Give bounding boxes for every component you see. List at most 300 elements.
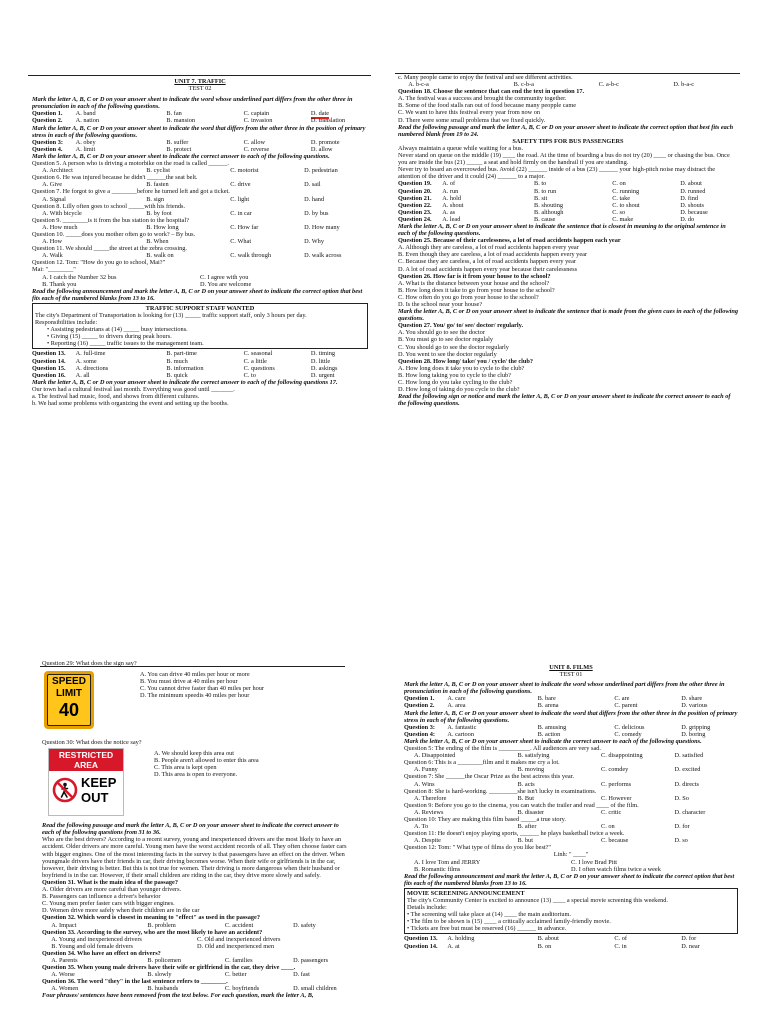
answer-option: D. find (680, 194, 699, 202)
answer-option-row (404, 823, 738, 830)
line-text: D. Women drive more safely when their children are in the car (42, 907, 200, 915)
line-text: C. How often do you go from your house to the school? (398, 293, 539, 301)
line-text: B. Some of the food stalls ran out of food because many peopple came (398, 102, 577, 110)
restricted-area-sign-word-out: OUT (81, 790, 109, 806)
answer-option-row (32, 252, 368, 259)
line-text: D. There were some small problems that we fixed quickly. (398, 116, 546, 124)
line-text: Question 11. We should _____the street at the zebra crossing. (32, 245, 187, 253)
answer-option: C. comdey (601, 766, 629, 774)
answer-option: A. Give (42, 181, 63, 189)
answer-option: A. Architect (42, 167, 73, 175)
line-text: Question 7: She ______the Oscar Prize as the best actress this year. (404, 773, 574, 781)
answer-option: A. How much (42, 223, 78, 231)
answer-option: B. shouting (534, 201, 564, 209)
answer-option: A. Worse (51, 971, 75, 979)
answer-option: D. sail (304, 181, 321, 189)
answer-option: D. for (674, 823, 690, 831)
answer-option-row (42, 971, 352, 978)
answer-option: A. Walk (42, 252, 63, 260)
answer-option: A. To (414, 823, 429, 831)
line-text: B. Even though they are careless, a lot of road accidents happen every year (398, 251, 588, 259)
announcement-bullet: • Assisting pedestrians at (14) _____ busy intersections. (47, 326, 188, 334)
answer-option: A. some (75, 357, 97, 365)
answer-option: D. fast (293, 971, 310, 979)
announcement-bullet: • Reporting (16) _____ traffic issues to the management team. (47, 340, 204, 348)
question-row (32, 372, 368, 379)
answer-option: B. to run (534, 187, 557, 195)
answer-option: D. b-a-c (673, 81, 695, 89)
announcement-line: • Tickets are free but must be reserved (16) ______ in advance. (407, 925, 567, 933)
announcement-bullet: • Giving (15) _____ to drivers during peak hours. (47, 333, 172, 341)
announcement-line: • The screening will take place at (14) ____ the main auditorium. (407, 911, 572, 919)
question-number: Question 3: (32, 138, 63, 146)
answer-option: A. care (447, 695, 466, 703)
answer-option: A. fantastic (447, 723, 477, 731)
question-number: Question 2. (404, 702, 435, 710)
question-number: Question 14. (32, 357, 66, 365)
line-text: Question 18. Choose the sentence that can end the text in question 17. (398, 88, 585, 96)
answer-option-row (32, 196, 368, 203)
answer-option: A. Impact (51, 921, 77, 929)
line-text: Linh: " ____" (553, 851, 589, 859)
page4-exam-sheet (404, 664, 738, 1024)
line-text: Question 12: Tom: " What type of films do you like best?" (404, 844, 552, 852)
line-text: Mark the letter A, B, C or D on your answer sheet to indicate the word whose underlined part differs from the other three in pronunciation in each of the following questions. (404, 681, 725, 696)
answer-option: A. lead (442, 215, 461, 223)
question-row (404, 724, 738, 731)
line-text: Mark the letter A, B, C or D on your answer sheet to indicate the word that differs from the other three in the position of primary stress in each of the following questions. (32, 124, 366, 139)
answer-option-row (32, 238, 368, 245)
question-row (32, 365, 368, 372)
answer-option: D. by bus (304, 209, 329, 217)
answer-option: C. in car (230, 209, 252, 217)
question-number: Question 20. (398, 187, 432, 195)
answer-option: D. The minimum speedis 40 miles per hour (140, 692, 250, 700)
page1-announcement-box (32, 303, 368, 350)
answer-option: A. Disappointed (414, 752, 456, 760)
answer-option: B. fan (166, 110, 182, 118)
answer-option: B. sit (534, 194, 548, 202)
answer-option: B. cyclist (146, 167, 171, 175)
page4-announcement-body (407, 897, 735, 932)
line-text: Question 10: They are making this film based _____a true story. (404, 815, 566, 823)
answer-option: C. boyfriends (224, 985, 260, 993)
answer-option-row (32, 224, 368, 231)
answer-option-row (404, 837, 738, 844)
answer-option: A. I catch the Number 32 bus (42, 273, 117, 281)
answer-option: D. character (674, 808, 706, 816)
answer-option: A. obey (75, 138, 96, 146)
answer-option: D. small children (293, 985, 337, 993)
answer-option: D. near (681, 942, 700, 950)
answer-option: D. Why (304, 238, 324, 246)
answer-option: D. satisfied (674, 752, 704, 760)
line-text: Question 33. According to the survey, who are the most likely to have an accident? (42, 928, 263, 936)
answer-option-row (42, 936, 352, 943)
page4-questions (404, 681, 738, 887)
line-text: Question 8: She is hard-working. _________she isn't lucky in examinations. (404, 787, 597, 795)
answer-option: D. pedestrian (304, 167, 338, 175)
answer-option: B. c-b-a (513, 81, 534, 89)
question-number: Question 2. (32, 117, 63, 125)
answer-option: B. Romantic films (414, 865, 461, 873)
answer-option-row (32, 181, 368, 188)
answer-option: C. drive (230, 181, 251, 189)
answer-option: A. Reviews (414, 808, 444, 816)
answer-option: A. You can drive 40 miles per hour or more (140, 671, 250, 679)
answer-option: D. How many (304, 223, 340, 231)
answer-option: C. seasonal (243, 350, 273, 358)
answer-option: A. cartoon (447, 730, 474, 738)
answer-option: B. arena (537, 702, 559, 710)
line-text: Read the following announcement and mark the letter A, B, C or D on your answer sheet to indicate the correct option that best fits each of the numbered blanks from 13 to 16. (404, 872, 735, 887)
question-number: Question 4: (404, 730, 435, 738)
line-text: Question 6. He was injured because he didn't ______the seat belt. (32, 174, 198, 182)
answer-option: C. allow (243, 138, 266, 146)
line-text: SAFETY TIPS FOR BUS PASSENGERS (512, 137, 624, 145)
answer-option: D. translation (310, 117, 346, 125)
answer-option: A. nation (75, 117, 100, 125)
question-row (32, 358, 368, 365)
question-30-block (42, 746, 352, 816)
answer-option: B. although (534, 208, 564, 216)
answer-option: B. to (534, 180, 547, 188)
page1-announcement-body (35, 312, 365, 326)
answer-option: C. in (614, 942, 627, 950)
question-row (32, 350, 368, 357)
line-text: Read the following sign or notice and mark the letter A, B, C or D on your answer sheet to indicate the correct answer to each of the following questions. (398, 393, 731, 408)
answer-option: B. information (166, 364, 204, 372)
page1-announcement-title: TRAFFIC SUPPORT STAFF WANTED (145, 304, 255, 312)
answer-option: A. full-time (75, 350, 106, 358)
answer-option: A. Despite (414, 837, 441, 845)
answer-option-row (42, 943, 352, 950)
answer-option: A. I love Tom and JERRY (414, 858, 481, 866)
answer-option: C. I agree with you (200, 273, 249, 281)
answer-option-row (404, 766, 738, 773)
answer-option: D. Old and inexperienced men (197, 942, 275, 950)
line-text: Never stand on queue on the middle (19) ____ the road. At the time of boarding a bus do not try (20) ____ or chasing the bus. Once you are inside the bus (21) _____ a seat and hold firmly on the handrail if you are standing. (398, 152, 730, 167)
line-text: A. The festival was a success and brought the community together. (398, 95, 567, 103)
answer-option: D. You are welcome (200, 280, 252, 288)
answer-option: C. running (612, 187, 640, 195)
answer-option: C. This area is kept open (154, 764, 217, 772)
line-text: A. Although they are careless, a lot of road accidents happen every year (398, 244, 579, 252)
answer-option: C. critic (601, 808, 622, 816)
answer-option: C. a little (243, 357, 267, 365)
answer-option: A. We should keep this area out (154, 750, 234, 758)
answer-option: D. walk across (304, 252, 342, 260)
answer-option: C. on (612, 180, 626, 188)
answer-option: B. by foot (146, 209, 172, 217)
answer-option: B. on (537, 942, 552, 950)
answer-option: A. holding (447, 935, 475, 943)
answer-option: D. date (311, 110, 329, 119)
answer-option: C. families (224, 956, 253, 964)
no-entry-person-icon (52, 777, 78, 803)
line-text: C. Young men prefer faster cars with bigger engines. (42, 900, 175, 908)
line-text: Mark the letter A, B, C or D on your answer sheet to indicate the sentence that is closest in meaning to the original sentence in each of the following questions. (398, 222, 726, 238)
answer-option: B. action (537, 730, 561, 738)
page2-questions (398, 74, 738, 407)
answer-option-row (404, 752, 738, 759)
line-text: Question 10. _____does you mother often go to work? – By bus. (32, 230, 196, 238)
answer-option: C. invasion (243, 117, 273, 125)
line-text: Question 35. When young male drivers have their wife or girlfriend in the car, they drive ____. (42, 964, 296, 972)
line-text: Who are the best drivers? According to a recent survey, young and inexperienced drivers are the most likely to have an accident. Older drivers are more careful. Young men have the worst accident records of all. They often choose faster cars with bigger engines. One of the most interesting facts in the survey is that passengers have an effect on the driver. When youngmale drivers have their friends in car, their driving becomes worse. When their wife or girlfriends is in the car, however, their driving is better. But this is not true for women. Their driving is more dangerous when their husband or boyfriend is in the car. However, if their small children are riding in the car, they drive more slowly and safely. (42, 836, 347, 879)
answer-option: A. How (42, 238, 63, 246)
line-text: Four phrases/ sentences have been removed from the text below. For each question, mark the letter A, B, (42, 992, 314, 1000)
answer-option: D. safety (293, 921, 316, 929)
line-text: Question 36. The word "they" in the last sentence refers to ________. (42, 978, 228, 986)
announcement-line: The city's Community Center is excited to announce (13) ____ a special movie screening this weekend. (407, 897, 668, 904)
answer-option: B. protect (166, 145, 192, 153)
answer-option: B. Thank you (42, 280, 77, 288)
answer-option: A. Funny (414, 766, 438, 774)
speed-limit-sign (44, 671, 94, 729)
answer-option: D. directs (674, 780, 700, 788)
question-number: Question 24. (398, 215, 432, 223)
answer-option: C. questions (243, 364, 275, 372)
answer-option-row (398, 81, 738, 88)
answer-option: B. but (517, 837, 533, 845)
line-text: A. You should go to see the doctor (398, 329, 485, 337)
answer-option: D. excited (674, 766, 701, 774)
answer-option-row (404, 866, 738, 873)
question-row (398, 216, 738, 223)
answer-option: C. I love Brad Pitt (571, 858, 617, 866)
answer-option: A. band (75, 110, 96, 118)
line-text: c. Many people came to enjoy the festival and see different activities. (398, 74, 573, 81)
answer-option-row (404, 781, 738, 788)
question-number: Question 13. (404, 935, 438, 943)
restricted-area-sign-word-restricted: RESTRICTED (58, 750, 114, 761)
question-number: Question 1. (404, 695, 435, 703)
announcement-line: Responsibilities include: (35, 319, 98, 327)
page1-top-rule (28, 75, 371, 76)
question-row (404, 935, 738, 942)
question-row (398, 202, 738, 209)
answer-option: D. passengers (293, 956, 329, 964)
answer-option: A. Wins (414, 780, 435, 788)
speed-limit-sign-number: 40 (58, 700, 80, 721)
answer-option: B. satisfying (517, 752, 550, 760)
question-row (404, 702, 738, 709)
answer-option: C. accident (224, 921, 254, 929)
page1-announcement-bullets (35, 326, 365, 347)
answer-option: B. slowly (147, 971, 172, 979)
answer-option: B. You must drive at 40 miles per hour (140, 678, 238, 686)
answer-option: A. as (442, 208, 456, 216)
answer-option: D. for (681, 935, 697, 943)
answer-option: A. all (75, 371, 90, 379)
answer-option: B. policemen (147, 956, 181, 964)
speed-limit-sign-word-speed: SPEED (52, 676, 86, 688)
answer-option-row (404, 795, 738, 802)
answer-option: D. urgent (310, 371, 335, 379)
answer-option: B. about (537, 935, 559, 943)
answer-option: C. disappointing (601, 752, 643, 760)
answer-option-row (42, 957, 352, 964)
question-number: Question 16. (32, 371, 66, 379)
answer-option: C. to (243, 371, 256, 379)
line-text: Question 26. How far is it from your house to the school? (398, 272, 551, 280)
line-text: Question 8. Lilly often goes to school _____with his friends. (32, 202, 186, 210)
answer-option: B. How long (146, 223, 179, 231)
answer-option: C. parent (614, 702, 638, 710)
line-text: Read the following passage and mark the letter A, B, C or D on your answer sheet to indicate the correct answer to each of the following questions from 31 to 36. (42, 822, 339, 837)
line-text: B. Passengers can influence a driver's behavior (42, 893, 161, 901)
page1-questions (32, 96, 368, 302)
answer-option: A. b-c-a (408, 81, 429, 89)
answer-option: C. You cannot drive faster than 40 miles per hour (140, 685, 264, 693)
answer-option: B. When (146, 238, 169, 246)
line-text: Question 6: This is a ________film and it makes me cry a lot. (404, 759, 560, 767)
question-row (398, 180, 738, 187)
question-row (398, 188, 738, 195)
answer-option: C. take (612, 194, 631, 202)
line-text: B. You must go to see doctor regulaly (398, 336, 493, 344)
answer-option: D. because (680, 208, 708, 216)
line-text: Question 25. Because of their carelessness, a lot of road accidents happen each year (398, 237, 621, 245)
restricted-area-sign-word-area: AREA (73, 760, 99, 771)
answer-option: B. husbands (147, 985, 179, 993)
answer-option: B. part-time (166, 350, 197, 358)
line-text: A. How long does it take you to cycle to the club? (398, 364, 525, 372)
line-text: C. How long do you take cycling to the club? (398, 379, 513, 387)
speed-limit-sign-word-limit: LIMIT (55, 688, 83, 700)
line-text: Question 27. You/ go/ to/ see/ doctor/ regularly. (398, 322, 524, 330)
answer-option: A. shout (442, 201, 464, 209)
question-number: Question 13. (32, 350, 66, 358)
answer-option-row (32, 210, 368, 217)
answer-option: C. walk through (230, 252, 271, 260)
answer-option: B. walk on (146, 252, 174, 260)
answer-option-row (32, 167, 368, 174)
answer-option: A. Young and inexperienced drivers (51, 935, 142, 943)
line-text: Our town had a cultural festival last month. Everything was good until _______. (32, 385, 235, 393)
answer-option: D. promote (310, 138, 340, 146)
answer-option: A. limit (75, 145, 96, 153)
line-text: a. The festival had music, food, and shows from different cultures. (32, 393, 200, 401)
answer-option: A. at (447, 942, 460, 950)
page1-exam-sheet (32, 78, 368, 510)
line-text: Question 7. He forgot to give a ________before he turned left and got a ticket. (32, 188, 230, 196)
answer-option: A. run (442, 187, 459, 195)
question-29-text: Question 29: What does the sign say? (42, 660, 137, 667)
page4-subtitle: TEST 01 (559, 671, 583, 679)
line-text: Question 11: He doesn't enjoy playing sports, ______ he plays basketball twice a week. (404, 830, 625, 838)
answer-option: D. various (681, 702, 708, 710)
announcement-line: Details include: (407, 904, 447, 912)
answer-option: C. comedy (614, 730, 642, 738)
answer-option: B. Young and old female drivers (51, 942, 133, 950)
page3-questions (42, 822, 352, 999)
line-text: Read the following passage and mark the letter A, B, C or D on your answer sheet to indicate the correct option that best fits each numbered blank from 19 to 24. (398, 123, 734, 138)
line-text: D. How long of taking do you cycle to the club? (398, 386, 520, 394)
line-text: Question 9. ________is it from the bus station to the hospital? (32, 216, 189, 224)
page1-title: UNIT 7. TRAFFIC (174, 78, 226, 85)
announcement-line: • The film to be shown is (15) ____ a critically acclaimed family-friendly movie. (407, 918, 611, 926)
line-text: Question 5: The ending of the film is __________. All audiences are very sad. (404, 745, 601, 753)
answer-option: D. This area is open to everyone. (154, 771, 238, 779)
answer-option: C. on (601, 823, 615, 831)
question-row (32, 139, 368, 146)
answer-option: D. about (680, 180, 702, 188)
answer-option: C. What (230, 238, 252, 246)
answer-option: C. captain (243, 110, 270, 118)
answer-option-row (42, 922, 352, 929)
page1-subtitle: TEST 02 (188, 85, 212, 93)
line-text: Mark the letter A, B, C or D on your answer sheet to indicate the correct answer to each of the following questions 17. (32, 378, 338, 386)
answer-option: B. moving (517, 766, 545, 774)
answer-option: A. hold (442, 194, 462, 202)
question-30-options (154, 750, 259, 778)
answer-option: C. of (614, 935, 627, 943)
answer-option: B. cause (534, 215, 556, 223)
question-number: Question 23. (398, 208, 432, 216)
line-text: Mark the letter A, B, C or D on your answer sheet to indicate the correct answer to each of the following questions. (404, 737, 702, 745)
line-text: D. Is the school near your house? (398, 301, 483, 308)
line-text: Mark the letter A, B, C or D on your answer sheet to indicate the correct answer to each of the following questions. (32, 152, 330, 160)
line-text: Question 31. What is the main idea of the passage? (42, 878, 178, 886)
question-number: Question 22. (398, 201, 432, 209)
question-row (32, 117, 368, 124)
answer-option: C. However (601, 794, 632, 802)
question-29-block (42, 667, 352, 731)
line-text: Mark the letter A, B, C or D on your answer sheet to indicate the sentence that is made from the given cues in each of the following questions. (398, 308, 738, 323)
restricted-area-sign (48, 748, 124, 816)
question-number: Question 14. (404, 942, 438, 950)
answer-option: D. share (681, 695, 703, 703)
line-text: A. Older drivers are more careful than younger drivers. (42, 886, 182, 894)
question-row (404, 695, 738, 702)
answer-option-row (32, 281, 368, 288)
answer-option: B. after (517, 823, 537, 831)
answer-option: A. With bicycle (42, 209, 82, 217)
question-number: Question 19. (398, 180, 432, 188)
line-text: B. How long does it take to go from your house to the school? (398, 286, 555, 294)
page4-title: UNIT 8. FILMS (549, 664, 593, 671)
question-29-options (140, 671, 264, 699)
announcement-line: The city's Department of Transportation is looking for (13) _____ traffic support staff, only 3 hours per day. (35, 312, 307, 319)
line-text: Mark the letter A, B, C or D on your answer sheet to indicate the word that differs from the other three in the position of primary stress in each of the following questions. (404, 709, 738, 724)
line-text: Always maintain a queue while waiting for a bus. (398, 144, 524, 152)
answer-option: A. directions (75, 364, 109, 372)
answer-option: B. acts (517, 780, 535, 788)
line-text: Question 12. Tom: "How do you go to school, Mai?" (32, 259, 166, 267)
answer-option: A. Signal (42, 195, 66, 203)
answer-option: D. do (680, 215, 695, 223)
answer-option: D. I often watch films twice a week (571, 865, 661, 873)
answer-option: C. are (614, 695, 630, 703)
answer-option: D. allow (310, 145, 333, 153)
answer-option: C. better (224, 971, 247, 979)
question-row (398, 209, 738, 216)
answer-option: D. so (674, 837, 688, 845)
answer-option: C. Old and inexperienced drivers (197, 935, 281, 943)
line-text: Mark the letter A, B, C or D on your answer sheet to indicate the word whose underlined part differs from the other three in pronunciation in each of the following questions. (32, 96, 353, 111)
line-text: D. A lot of road accidents happen every year because their carelessness (398, 265, 578, 273)
answer-option: A. area (447, 702, 466, 710)
line-text: Read the following announcement and mark the letter A, B, C or D on your answer sheet to indicate the correct option that best fits each of the numbered blanks from 13 to 16. (32, 287, 363, 302)
line-text: Never try to board an overcrowded bus. Avoid (22) ______ inside of a bus (23) ______ your high-pitch noise may distract the attention of the driver and it could (24) ______ to a major. (398, 166, 716, 181)
answer-option: A. Women (51, 985, 79, 993)
question-number: Question 1. (32, 110, 63, 118)
answer-option: C. delicious (614, 723, 645, 731)
answer-option: D. shouts (680, 201, 704, 209)
line-text: Question 9: Before you go to the cinema, you can watch the trailer and read ____ of the film. (404, 801, 639, 809)
